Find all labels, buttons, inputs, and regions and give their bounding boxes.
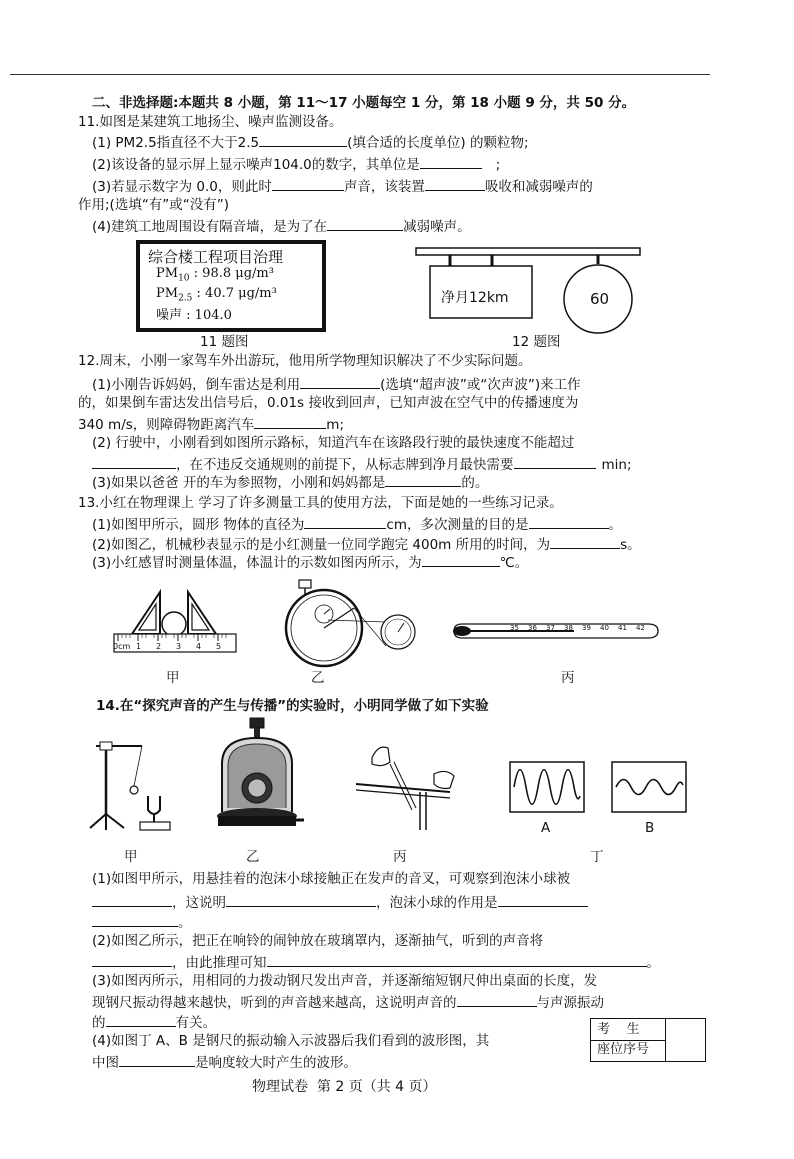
thermo-tick-39: 39: [582, 624, 591, 632]
q11-stem: 11.如图是某建筑工地扬尘、噪声监测设备。: [78, 114, 343, 130]
ruler-tick-5: 5: [216, 642, 222, 651]
waveform-b-screen: [612, 762, 686, 812]
thermo-tick-41: 41: [618, 624, 627, 632]
ruler-tick-3: 3: [176, 642, 182, 651]
q12-part1-cont: 的，如果倒车雷达发出信号后，0.01s 接收到回声，已知声波在空气中的传播速度为: [78, 395, 579, 411]
fig11-title: 综合楼工程项目治理: [148, 248, 284, 266]
fig12-caption: 12 题图: [512, 334, 561, 350]
fig14-cap-ding: 丁: [590, 849, 604, 865]
section-header: 二、非选择题:本题共 8 小题，第 11～17 小题每空 1 分，第 18 小题 9 分，共 50 分。: [92, 95, 636, 111]
thermo-tick-36: 36: [528, 624, 537, 632]
fig11-pm10: $PM_{10}$ : 98.8 μg/m³: [156, 266, 274, 284]
thermo-tick-42: 42: [636, 624, 645, 632]
fig11-noise: 噪声 : 104.0: [156, 308, 232, 323]
fig13-cap-bing: 丙: [561, 670, 575, 686]
fig11-pm25: $PM_{2.5}$ : 40.7 μg/m³: [156, 286, 277, 304]
q12-part2: (2) 行驶中，小刚看到如图所示路标，知道汽车在该路段行驶的最快速度不能超过: [92, 435, 575, 451]
thermo-tick-38: 38: [564, 624, 573, 632]
fig14-tuning-fork: [84, 736, 184, 836]
seat-number-box: [590, 1018, 706, 1062]
ruler-tick-2: 2: [156, 642, 162, 651]
q12-part1-end: 340 m/s，则障碍物距离汽车 m;: [78, 414, 344, 434]
fig14-cap-yi: 乙: [246, 849, 260, 865]
q12-part1: (1)小刚告诉妈妈，倒车雷达是利用 (选填“超声波”或“次声波”)来工作: [92, 374, 581, 394]
q13-stem: 13.小红在物理课上 学习了许多测量工具的使用方法，下面是她的一些练习记录。: [78, 495, 563, 511]
q14-part4: (4)如图丁 A、B 是钢尺的振动输入示波器后我们看到的波形图，其: [92, 1033, 490, 1049]
q13-part3: (3)小红感冒时测量体温，体温计的示数如图丙所示，为 ℃。: [92, 552, 528, 572]
waveform-a-label: A: [541, 820, 551, 836]
fig14-cap-jia: 甲: [124, 849, 138, 865]
fig12-distance-sign: 净月12km: [441, 290, 509, 306]
q12-part3: (3)如果以爸爸 开的车为参照物，小刚和妈妈都是 的。: [92, 472, 488, 492]
fig11-display: [136, 240, 326, 332]
fig13-cap-yi: 乙: [311, 670, 325, 686]
q14-part1: (1)如图甲所示，用悬挂着的泡沫小球接触正在发声的音叉，可观察到泡沫小球被: [92, 871, 571, 887]
q12-part2-cont: ，在不违反交通规则的前提下，从标志牌到净月最快需要 min;: [92, 454, 632, 474]
fig11-caption: 11 题图: [200, 334, 249, 350]
q14-part1-cont: ，这说明 ，泡沫小球的作用是: [92, 892, 588, 912]
seat-number-field[interactable]: [667, 1019, 705, 1061]
top-rule: [10, 74, 710, 75]
q14-part1-end: 。: [92, 912, 192, 932]
thermo-tick-40: 40: [600, 624, 609, 632]
fig14-steel-ruler: [350, 740, 460, 830]
thermo-tick-37: 37: [546, 624, 555, 632]
waveform-b-label: B: [645, 820, 655, 836]
fig14-cap-bing: 丙: [393, 849, 407, 865]
q11-part2: (2)该设备的显示屏上显示噪声104.0的数字，其单位是 ;: [92, 154, 500, 174]
q14-stem: 14.在“探究声音的产生与传播”的实验时，小明同学做了如下实验: [96, 698, 489, 714]
fig14-waveforms: [508, 760, 688, 816]
thermo-tick-35: 35: [510, 624, 519, 632]
q13-part1: (1)如图甲所示，圆形 物体的直径为 cm，多次测量的目的是 。: [92, 514, 622, 534]
fig12-speed-limit: 60: [590, 290, 610, 308]
fig14-bell-jar: [208, 716, 308, 836]
q14-part2-cont: ，由此推理可知 。: [92, 952, 660, 972]
q11-part3: (3)若显示数字为 0.0，则此时 声音，该装置 吸收和减弱噪声的: [92, 176, 593, 196]
q11-part4: (4)建筑工地周围设有隔音墙，是为了在 减弱噪声。: [92, 216, 471, 236]
ruler-labels: [113, 642, 237, 654]
ruler-tick-4: 4: [196, 642, 202, 651]
q14-part3-cont: 现钢尺振动得越来越快，听到的声音越来越高，这说明声音的 与声源振动: [92, 992, 604, 1012]
q11-part3-note: 作用;(选填“有”或“没有”): [78, 197, 230, 213]
fig13-stopwatch: [268, 580, 448, 670]
seat-box-label-seat: 座位序号: [597, 1042, 650, 1057]
ruler-tick-0: 0cm: [113, 642, 131, 651]
q11-part1: (1) PM2.5指直径不大于2.5 (填合适的长度单位) 的颗粒物;: [92, 132, 529, 152]
q14-part3: (3)如图丙所示，用相同的力拨动钢尺发出声音，并逐渐缩短钢尺伸出桌面的长度，发: [92, 973, 598, 989]
q14-part4-cont: 中图 是响度较大时产生的波形。: [92, 1052, 357, 1072]
q13-part2: (2)如图乙，机械秒表显示的是小红测量一位同学跑完 400m 所用的时间，为 s。: [92, 534, 641, 554]
seat-box-label-examinee: 考 生: [597, 1022, 640, 1037]
q14-part3-end: 的 有关。: [92, 1012, 216, 1032]
thermometer-labels: [510, 624, 670, 636]
fig13-cap-jia: 甲: [166, 670, 180, 686]
q12-stem: 12.周末，小刚一家驾车外出游玩，他用所学物理知识解决了不少实际问题。: [78, 353, 532, 369]
page-footer: 物理试卷 第 2 页（共 4 页）: [252, 1079, 437, 1095]
ruler-tick-1: 1: [136, 642, 142, 651]
q14-part2: (2)如图乙所示，把正在响铃的闹钟放在玻璃罩内，逐渐抽气，听到的声音将: [92, 933, 544, 949]
